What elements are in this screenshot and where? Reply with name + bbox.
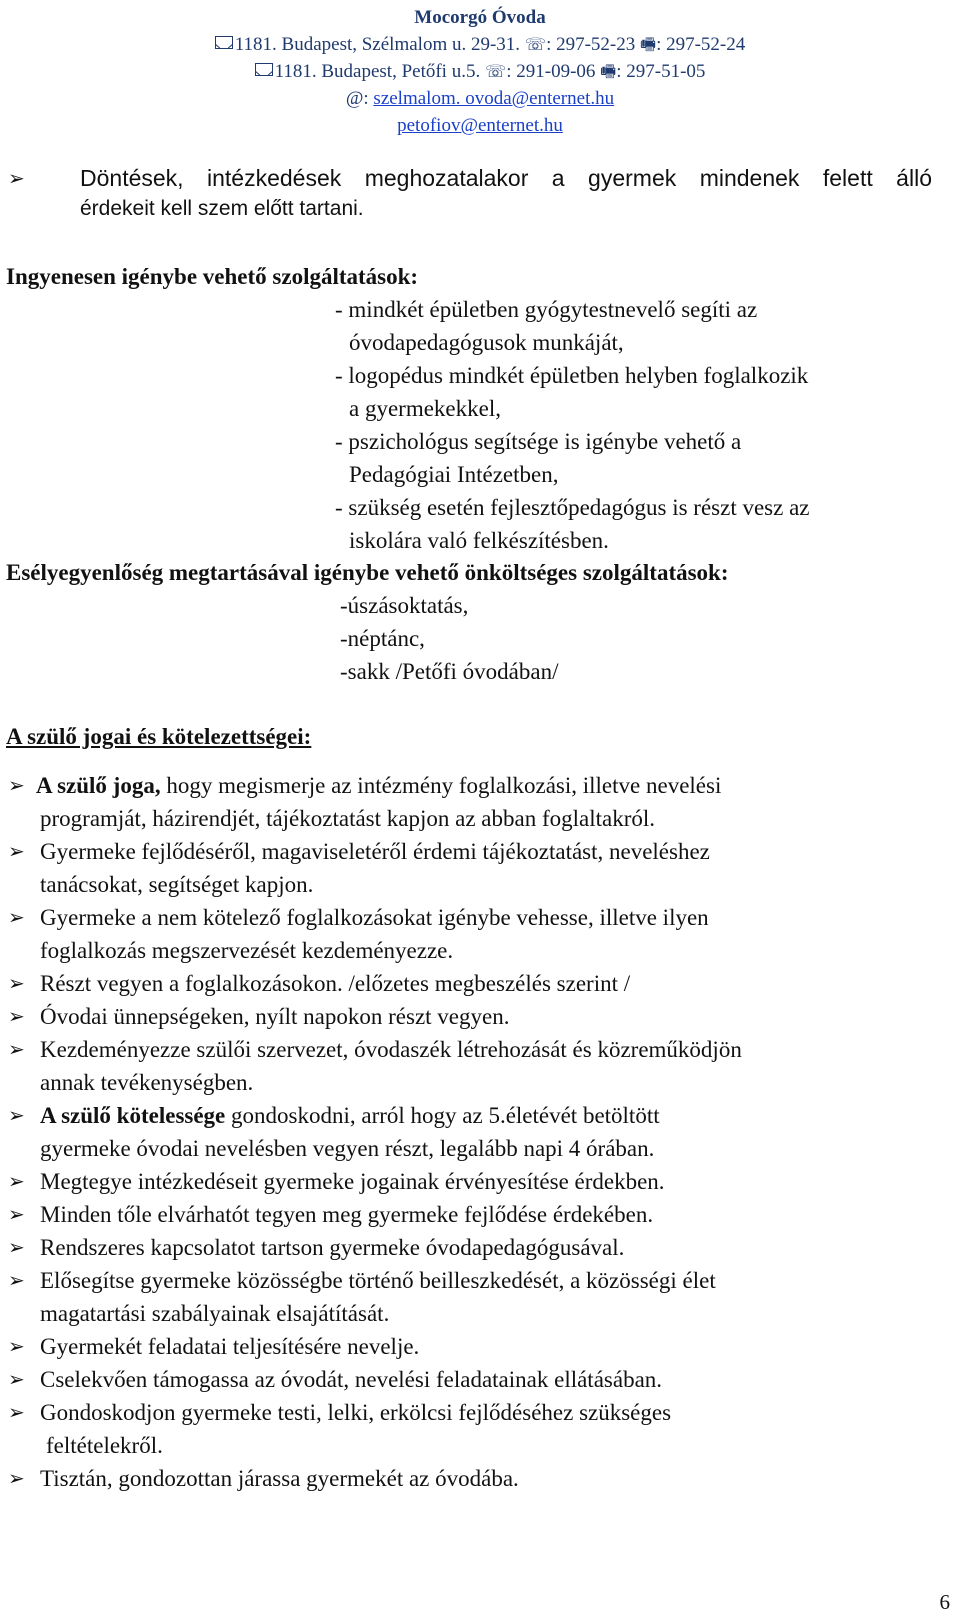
address-line-2 bbox=[0, 58, 960, 85]
address-line-1 bbox=[0, 31, 960, 58]
phone-icon: ☏ bbox=[484, 62, 507, 81]
free-service-line: - pszichológus segítsége is igénybe vehető a bbox=[335, 429, 742, 454]
rights-item-3-cont: foglalkozás megszervezését kezdeményezze. bbox=[40, 938, 454, 963]
rights-item-14-cont: feltételekről. bbox=[46, 1433, 163, 1458]
phone-1: : 297-52-23 bbox=[546, 34, 636, 55]
rights-item-11-cont: magatartási szabályainak elsajátítását. bbox=[40, 1301, 390, 1326]
arrow-bullet-icon: ➢ bbox=[8, 1369, 25, 1391]
address-1: 1181. Budapest, Szélmalom u. 29-31. bbox=[234, 34, 521, 55]
arrow-bullet-icon: ➢ bbox=[8, 907, 25, 929]
arrow-bullet-icon: ➢ bbox=[8, 775, 25, 797]
arrow-bullet-icon: ➢ bbox=[8, 1204, 25, 1226]
rights-item-5: Óvodai ünnepségeken, nyílt napokon részt vegyen. bbox=[40, 1004, 510, 1029]
envelope-icon bbox=[215, 36, 233, 49]
rights-item-6-cont: annak tevékenységben. bbox=[40, 1070, 254, 1095]
rights-item-2-cont: tanácsokat, segítséget kapjon. bbox=[40, 872, 314, 897]
arrow-bullet-icon: ➢ bbox=[8, 973, 25, 995]
email-link-1[interactable]: szelmalom. ovoda@enternet.hu bbox=[373, 88, 615, 109]
arrow-bullet-icon: ➢ bbox=[8, 1402, 25, 1424]
free-services-heading: Ingyenesen igénybe vehető szolgáltatások: bbox=[6, 264, 419, 289]
free-service-line: - szükség esetén fejlesztőpedagógus is részt vesz az bbox=[335, 495, 810, 520]
rights-item-12: Gyermekét feladatai teljesítésére nevelje. bbox=[40, 1334, 420, 1359]
arrow-bullet-icon: ➢ bbox=[8, 1171, 25, 1193]
arrow-bullet-icon: ➢ bbox=[8, 1336, 25, 1358]
rights-item-1: A szülő joga, hogy megismerje az intézmény foglalkozási, illetve nevelési bbox=[36, 773, 722, 798]
rights-item-14: Gondoskodjon gyermeke testi, lelki, erkölcsi fejlődéséhez szükséges bbox=[40, 1400, 672, 1425]
envelope-icon bbox=[255, 63, 273, 76]
rights-item-7-cont: gyermeke óvodai nevelésben vegyen részt, legalább napi 4 órában. bbox=[40, 1136, 655, 1161]
rights-item-11: Elősegítse gyermeke közösségbe történő beilleszkedését, a közösségi élet bbox=[40, 1268, 716, 1293]
school-name: Mocorgó Óvoda bbox=[414, 7, 546, 28]
fax-icon: 🖷 bbox=[640, 35, 657, 54]
email-prefix: @: bbox=[345, 88, 374, 109]
rights-item-13: Cselekvően támogassa az óvodát, nevelési feladatainak ellátásában. bbox=[40, 1367, 663, 1392]
phone-icon: ☏ bbox=[524, 35, 547, 54]
free-service-line: - mindkét épületben gyógytestnevelő segíti az bbox=[335, 297, 758, 322]
intro-line-1: Döntések, intézkedések meghozatalakor a gyermek mindenek felett álló bbox=[80, 165, 932, 191]
rights-item-2: Gyermeke fejlődéséről, magaviseletéről érdemi tájékoztatást, neveléshez bbox=[40, 839, 710, 864]
rights-item-9: Minden tőle elvárhatót tegyen meg gyermeke fejlődése érdekében. bbox=[40, 1202, 654, 1227]
letterhead bbox=[0, 4, 960, 139]
arrow-bullet-icon: ➢ bbox=[8, 841, 25, 863]
fax-2: : 297-51-05 bbox=[616, 61, 706, 82]
fax-1: : 297-52-24 bbox=[656, 34, 746, 55]
rights-item-10: Rendszeres kapcsolatot tartson gyermeke óvodapedagógusával. bbox=[40, 1235, 625, 1260]
arrow-bullet-icon: ➢ bbox=[8, 1006, 25, 1028]
free-service-line: - logopédus mindkét épületben helyben foglalkozik bbox=[335, 363, 809, 388]
phone-2: : 291-09-06 bbox=[506, 61, 596, 82]
rights-item-6: Kezdeményezze szülői szervezet, óvodaszék létrehozását és közreműködjön bbox=[40, 1037, 742, 1062]
arrow-bullet-icon: ➢ bbox=[8, 168, 25, 190]
free-service-line: óvodapedagógusok munkáját, bbox=[349, 330, 624, 355]
paid-services-heading: Esélyegyenlőség megtartásával igénybe vehető önköltséges szolgáltatások: bbox=[6, 560, 729, 585]
rights-item-7: A szülő kötelessége gondoskodni, arról hogy az 5.életévét betöltött bbox=[40, 1103, 660, 1128]
rights-item-1-cont: programját, házirendjét, tájékoztatást kapjon az abban foglaltakról. bbox=[40, 806, 655, 831]
free-service-line: Pedagógiai Intézetben, bbox=[349, 462, 559, 487]
page-number: 6 bbox=[939, 1590, 950, 1614]
rights-item-15: Tisztán, gondozottan járassa gyermekét az óvodába. bbox=[40, 1466, 519, 1491]
arrow-bullet-icon: ➢ bbox=[8, 1237, 25, 1259]
paid-service-line: -néptánc, bbox=[340, 626, 425, 651]
rights-item-3: Gyermeke a nem kötelező foglalkozásokat igénybe vehesse, illetve ilyen bbox=[40, 905, 709, 930]
rights-item-4: Részt vegyen a foglalkozásokon. /előzetes megbeszélés szerint / bbox=[40, 971, 631, 996]
free-service-line: iskolára való felkészítésben. bbox=[349, 528, 609, 553]
arrow-bullet-icon: ➢ bbox=[8, 1468, 25, 1490]
paid-service-line: -sakk /Petőfi óvodában/ bbox=[340, 659, 559, 684]
free-service-line: a gyermekekkel, bbox=[349, 396, 501, 421]
arrow-bullet-icon: ➢ bbox=[8, 1270, 25, 1292]
rights-item-8: Megtegye intézkedéseit gyermeke jogainak érvényesítése érdekben. bbox=[40, 1169, 665, 1194]
email-link-2[interactable]: petofiov@enternet.hu bbox=[397, 115, 563, 136]
address-2: 1181. Budapest, Petőfi u.5. bbox=[274, 61, 481, 82]
intro-line-2: érdekeit kell szem előtt tartani. bbox=[80, 197, 364, 220]
arrow-bullet-icon: ➢ bbox=[8, 1105, 25, 1127]
arrow-bullet-icon: ➢ bbox=[8, 1039, 25, 1061]
fax-icon: 🖷 bbox=[600, 62, 617, 81]
email-line bbox=[0, 85, 960, 112]
rights-heading: A szülő jogai és kötelezettségei: bbox=[6, 724, 312, 749]
paid-service-line: -úszásoktatás, bbox=[340, 593, 469, 618]
